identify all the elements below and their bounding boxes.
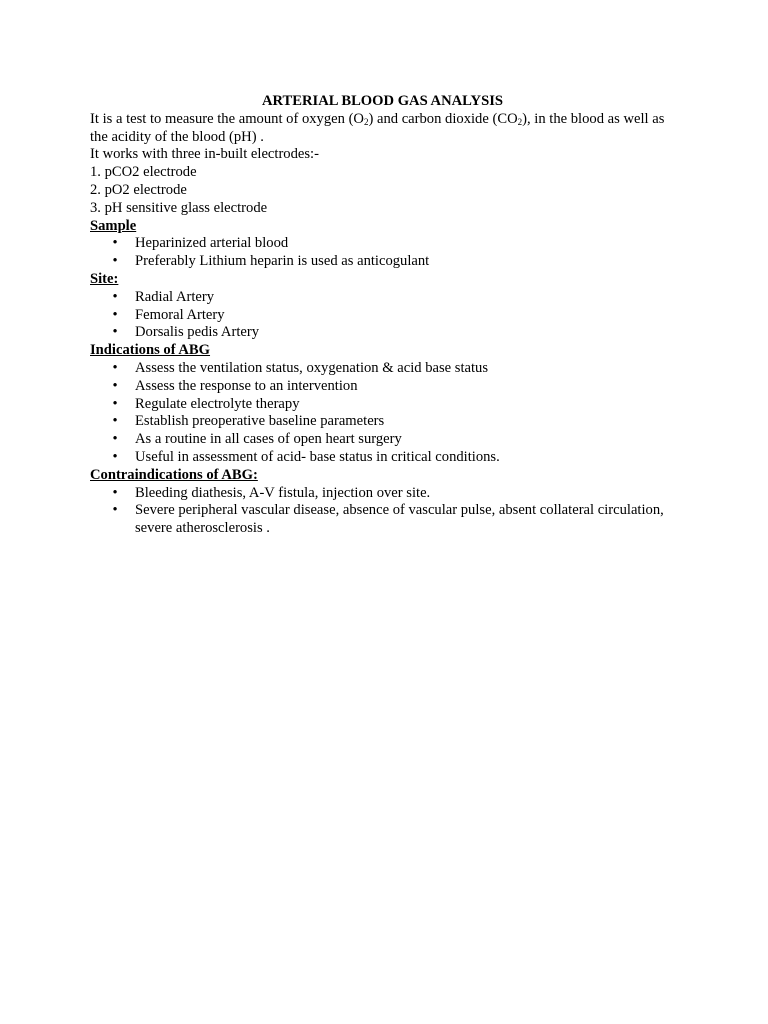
list-item — [90, 360, 675, 378]
bullet-icon: • — [112, 395, 118, 412]
bullet-icon: • — [112, 324, 118, 341]
carbon-dioxide-subscript: 2 — [517, 116, 523, 127]
document-body — [90, 93, 675, 538]
list-item-text: Preferably Lithium heparin is used as anticogulant — [135, 253, 430, 270]
electrode-item: 1. pCO2 electrode — [90, 164, 197, 181]
bullet-icon: • — [112, 306, 118, 323]
bullet-icon: • — [112, 413, 118, 430]
bullet-icon: • — [112, 484, 118, 501]
list-item — [90, 485, 675, 503]
list-item — [90, 235, 675, 253]
intro-text-1: It is a test to measure the amount of oxygen (O — [90, 110, 364, 127]
list-item-text: As a routine in all cases of open heart surgery — [135, 431, 402, 448]
list-item-text: Severe peripheral vascular disease, absence of vascular pulse, absent collateral circulation, severe atherosclerosis . — [135, 502, 664, 537]
document-title: ARTERIAL BLOOD GAS ANALYSIS — [261, 93, 504, 109]
list-item — [90, 396, 675, 414]
list-item — [90, 378, 675, 396]
list-item-text: Radial Artery — [135, 288, 215, 305]
bullet-icon: • — [112, 448, 118, 465]
bullet-icon: • — [112, 502, 118, 519]
list-item-text: Regulate electrolyte therapy — [135, 395, 300, 412]
list-item — [90, 307, 675, 325]
list-item — [90, 413, 675, 431]
electrodes-intro: It works with three in-built electrodes:- — [90, 146, 319, 163]
electrode-item: 2. pO2 electrode — [90, 181, 187, 198]
list-item-text: Useful in assessment of acid- base status in critical conditions. — [135, 448, 500, 465]
list-item — [90, 289, 675, 307]
list-item — [90, 449, 675, 467]
list-item-text: Dorsalis pedis Artery — [135, 324, 260, 341]
bullet-icon: • — [112, 431, 118, 448]
intro-paragraph — [90, 111, 675, 147]
list-item — [90, 253, 675, 271]
list-item — [90, 324, 675, 342]
list-item-text: Femoral Artery — [135, 306, 225, 323]
intro-text-2: ) and carbon dioxide (CO — [368, 110, 518, 127]
intro-text-3: ), in the blood as well as the acidity of the blood (pH) . — [90, 110, 665, 145]
indications-list — [90, 360, 675, 467]
site-heading: Site: — [90, 270, 119, 287]
list-item-text: Heparinized arterial blood — [135, 235, 289, 252]
list-item — [90, 502, 675, 538]
bullet-icon: • — [112, 288, 118, 305]
indications-heading: Indications of ABG — [90, 342, 211, 359]
list-item-text: Assess the response to an intervention — [135, 377, 358, 394]
list-item-text: Bleeding diathesis, A-V fistula, injection over site. — [135, 484, 431, 501]
sample-list — [90, 235, 675, 271]
list-item-text: Assess the ventilation status, oxygenation & acid base status — [135, 359, 489, 376]
bullet-icon: • — [112, 359, 118, 376]
sample-heading: Sample — [90, 217, 137, 234]
electrode-item: 3. pH sensitive glass electrode — [90, 199, 268, 216]
site-list — [90, 289, 675, 342]
bullet-icon: • — [112, 235, 118, 252]
list-item-text: Establish preoperative baseline parameters — [135, 413, 385, 430]
contraindications-heading: Contraindications of ABG: — [90, 466, 258, 483]
bullet-icon: • — [112, 377, 118, 394]
contraindications-list — [90, 485, 675, 538]
oxygen-subscript: 2 — [363, 116, 369, 127]
list-item — [90, 431, 675, 449]
electrodes-list — [90, 164, 675, 217]
bullet-icon: • — [112, 253, 118, 270]
